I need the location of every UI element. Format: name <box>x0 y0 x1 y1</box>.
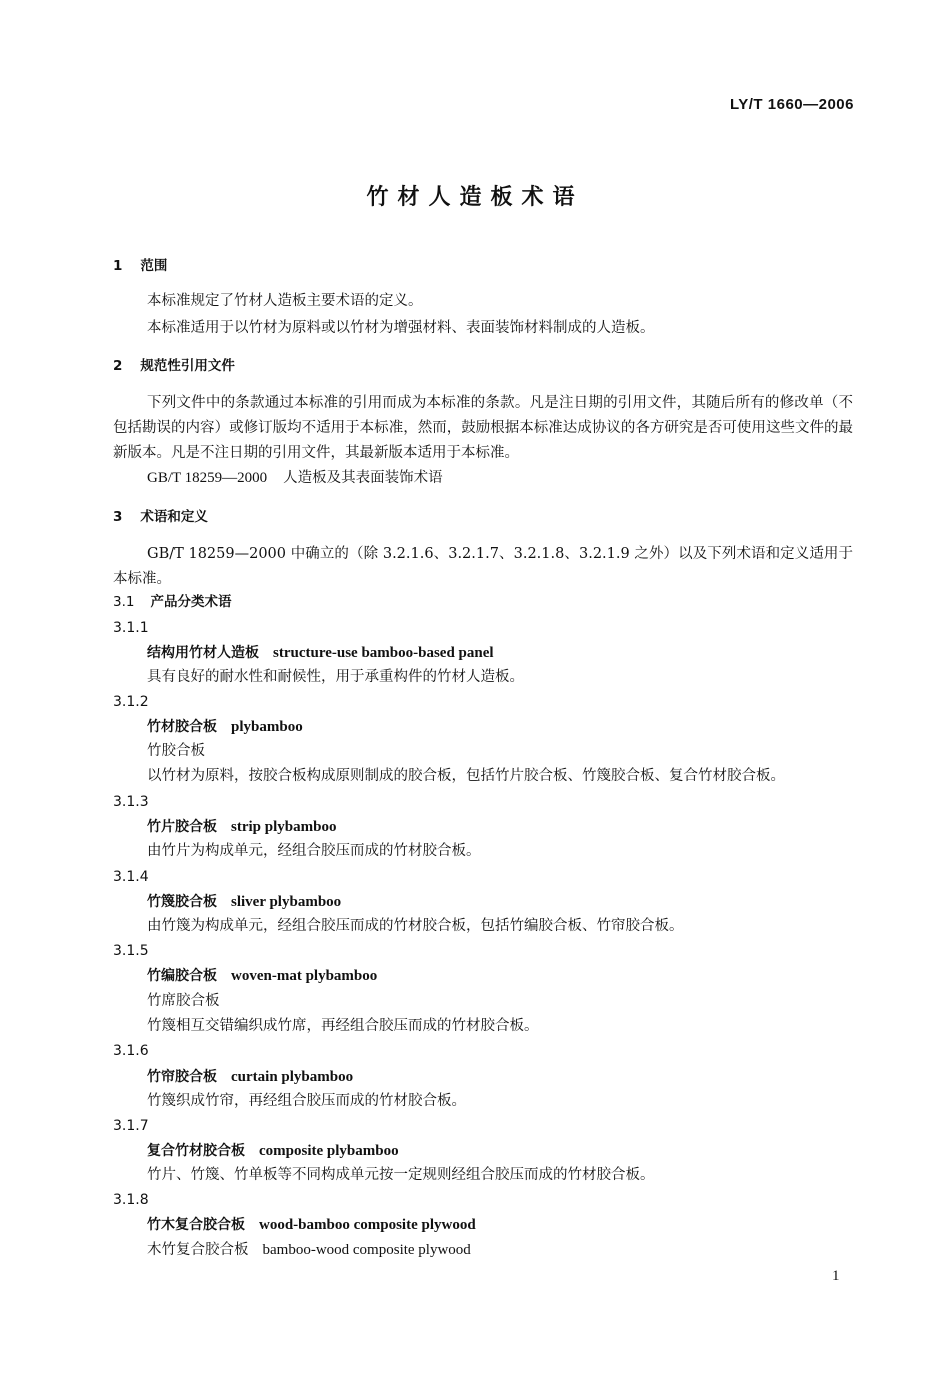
section-2-heading <box>113 356 235 376</box>
term-definition: 竹篾相互交错编织成竹席，再经组合胶压而成的竹材胶合板。 <box>147 1018 539 1034</box>
paragraph: 本标准适用于以竹材为原料或以竹材为增强材料、表面装饰材料制成的人造板。 <box>147 320 655 336</box>
term-number: 3.1.7 <box>113 1118 149 1134</box>
term-english: structure-use bamboo-based panel <box>273 645 494 661</box>
section-title: 规范性引用文件 <box>140 358 235 374</box>
term-chinese: 结构用竹材人造板 <box>147 645 259 661</box>
term-definition: 由竹片为构成单元，经组合胶压而成的竹材胶合板。 <box>147 843 481 859</box>
term-chinese: 竹篾胶合板 <box>147 894 217 910</box>
normative-reference <box>147 468 443 488</box>
term-chinese: 竹片胶合板 <box>147 819 217 835</box>
term-entry <box>147 642 494 663</box>
section-number: 2 <box>113 358 123 374</box>
paragraph: GB/T 18259—2000 中确立的（除 3.2.1.6、3.2.1.7、3.2.1.8、3.2.1.9 之外）以及下列术语和定义适用于本标准。 <box>113 546 853 587</box>
synonym-english: bamboo-wood composite plywood <box>262 1242 471 1258</box>
term-chinese: 竹编胶合板 <box>147 968 217 984</box>
section-1-heading <box>113 256 167 276</box>
document-title: 竹材人造板术语 <box>366 185 584 210</box>
synonym-chinese: 木竹复合胶合板 <box>147 1242 249 1258</box>
term-definition: 竹片、竹篾、竹单板等不同构成单元按一定规则经组合胶压而成的竹材胶合板。 <box>147 1167 655 1183</box>
page-number: 1 <box>832 1268 840 1284</box>
term-english: strip plybamboo <box>231 819 337 835</box>
term-synonym: 竹胶合板 <box>147 743 205 759</box>
section-3-heading <box>113 507 208 527</box>
term-chinese: 竹材胶合板 <box>147 719 217 735</box>
term-entry <box>147 891 341 912</box>
term-english: sliver plybamboo <box>231 894 342 910</box>
term-chinese: 竹帘胶合板 <box>147 1069 217 1085</box>
term-number: 3.1.3 <box>113 794 149 810</box>
term-number: 3.1.5 <box>113 943 149 959</box>
term-entry <box>147 1214 476 1235</box>
reference-title: 人造板及其表面装饰术语 <box>283 470 443 486</box>
paragraph: 下列文件中的条款通过本标准的引用而成为本标准的条款。凡是注日期的引用文件，其随后所有的修改单（不包括勘误的内容）或修订版均不适用于本标准，然而，鼓励根据本标准达成协议的各方研究是否可使用这些文件的最新版本。凡是不注日期的引用文件，其最新版本适用于本标准。 <box>113 395 853 461</box>
term-number: 3.1.8 <box>113 1192 149 1208</box>
term-definition: 由竹篾为构成单元，经组合胶压而成的竹材胶合板，包括竹编胶合板、竹帘胶合板。 <box>147 918 684 934</box>
term-entry <box>147 1066 353 1087</box>
section-number: 3 <box>113 509 123 525</box>
section-number: 1 <box>113 258 123 274</box>
term-definition: 以竹材为原料，按胶合板构成原则制成的胶合板，包括竹片胶合板、竹篾胶合板、复合竹材胶合板。 <box>147 768 785 784</box>
term-definition: 具有良好的耐水性和耐候性，用于承重构件的竹材人造板。 <box>147 669 524 685</box>
paragraph: 本标准规定了竹材人造板主要术语的定义。 <box>147 293 423 309</box>
term-definition: 竹篾织成竹帘，再经组合胶压而成的竹材胶合板。 <box>147 1093 466 1109</box>
term-synonym: 竹席胶合板 <box>147 993 220 1009</box>
term-chinese: 复合竹材胶合板 <box>147 1143 245 1159</box>
term-entry <box>147 716 303 737</box>
section-title: 范围 <box>140 258 168 274</box>
term-english: woven-mat plybamboo <box>231 968 378 984</box>
reference-code: GB/T 18259—2000 <box>147 470 268 486</box>
subsection-heading <box>113 592 231 612</box>
section-title: 术语和定义 <box>140 509 208 525</box>
term-chinese: 竹木复合胶合板 <box>147 1217 245 1233</box>
term-number: 3.1.4 <box>113 869 149 885</box>
term-english: composite plybamboo <box>259 1143 399 1159</box>
term-number: 3.1.2 <box>113 694 149 710</box>
term-number: 3.1.1 <box>113 620 149 636</box>
term-english: curtain plybamboo <box>231 1069 354 1085</box>
standard-code: LY/T 1660—2006 <box>729 96 854 113</box>
subsection-number: 3.1 <box>113 594 135 610</box>
subsection-title: 产品分类术语 <box>150 594 232 610</box>
term-entry <box>147 965 377 986</box>
term-entry <box>147 816 336 837</box>
term-synonym <box>147 1239 471 1260</box>
term-entry <box>147 1140 399 1161</box>
term-english: wood-bamboo composite plywood <box>259 1217 476 1233</box>
term-number: 3.1.6 <box>113 1043 149 1059</box>
term-english: plybamboo <box>231 719 303 735</box>
